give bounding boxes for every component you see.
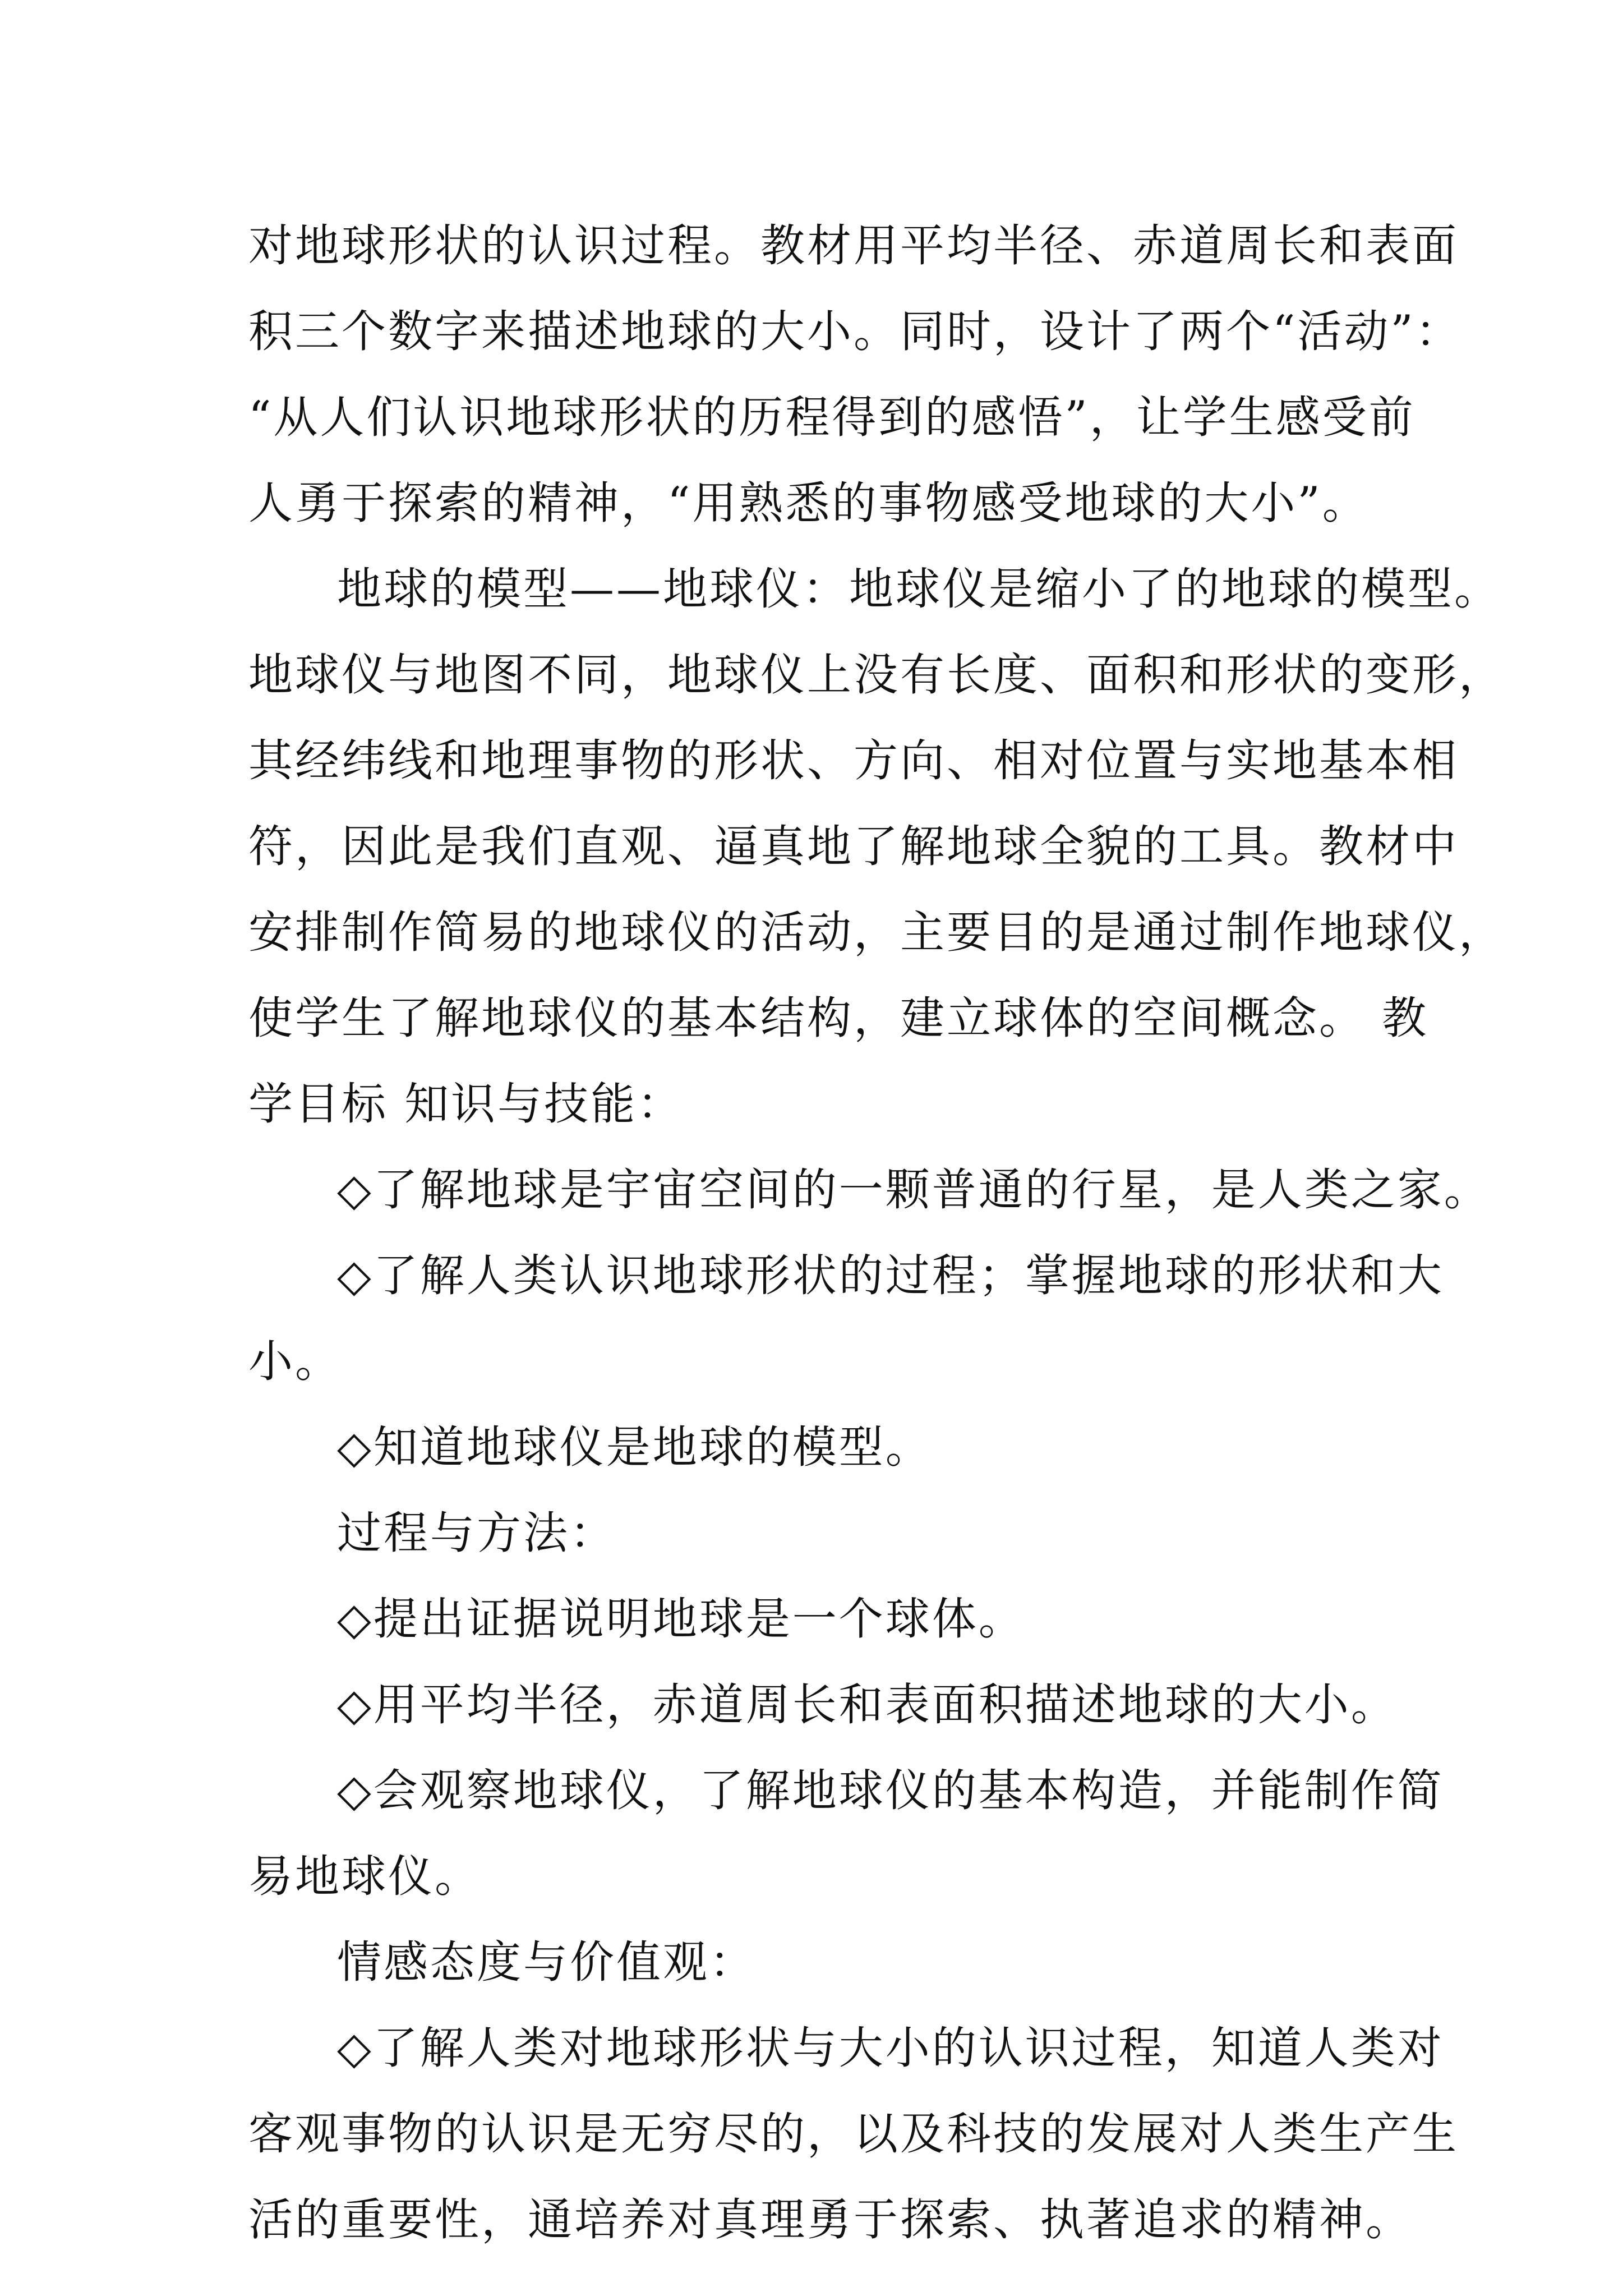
text-line: 地球的模型——地球仪：地球仪是缩小了的地球的模型。	[337, 563, 1501, 615]
text-line: 对地球形状的认识过程。教材用平均半径、赤道周长和表面	[248, 220, 1459, 272]
text-line: ◇了解人类认识地球形状的过程；掌握地球的形状和大	[337, 1250, 1444, 1301]
text-line: “从人们认识地球形状的历程得到的感悟”，让学生感受前	[248, 392, 1415, 443]
text-line: 小。	[248, 1336, 342, 1387]
text-line: ◇知道地球仪是地球的模型。	[337, 1421, 932, 1473]
text-line: ◇提出证据说明地球是一个球体。	[337, 1593, 1025, 1645]
document-body	[248, 203, 1505, 2263]
text-line: ◇用平均半径，赤道周长和表面积描述地球的大小。	[337, 1679, 1398, 1731]
text-line: 符，因此是我们直观、逼真地了解地球全貌的工具。教材中	[248, 821, 1459, 872]
text-line: 过程与方法：	[337, 1507, 616, 1559]
text-line: 学目标 知识与技能：	[248, 1078, 684, 1130]
text-line: 客观事物的认识是无穷尽的，以及科技的发展对人类生产生	[248, 2108, 1459, 2160]
text-line: 易地球仪。	[248, 1851, 481, 1902]
text-line: 地球仪与地图不同，地球仪上没有长度、面积和形状的变形，	[248, 649, 1505, 701]
text-line: ◇会观察地球仪，了解地球仪的基本构造，并能制作简	[337, 1765, 1444, 1816]
text-line: 情感态度与价值观：	[337, 1936, 756, 1988]
text-line: 活的重要性，通培养对真理勇于探索、执著追求的精神。	[248, 2194, 1412, 2246]
text-line: ◇了解地球是宇宙空间的一颗普通的行星，是人类之家。	[337, 1164, 1491, 1216]
text-line: 其经纬线和地理事物的形状、方向、相对位置与实地基本相	[248, 735, 1459, 786]
text-line: 安排制作简易的地球仪的活动，主要目的是通过制作地球仪，	[248, 907, 1505, 958]
text-line: ◇了解人类对地球形状与大小的认识过程，知道人类对	[337, 2022, 1444, 2074]
text-line: 人勇于探索的精神，“用熟悉的事物感受地球的大小”。	[248, 477, 1369, 529]
text-line: 积三个数字来描述地球的大小。同时，设计了两个“活动”：	[248, 306, 1462, 357]
text-line: 使学生了解地球仪的基本结构，建立球体的空间概念。 教	[248, 992, 1429, 1044]
